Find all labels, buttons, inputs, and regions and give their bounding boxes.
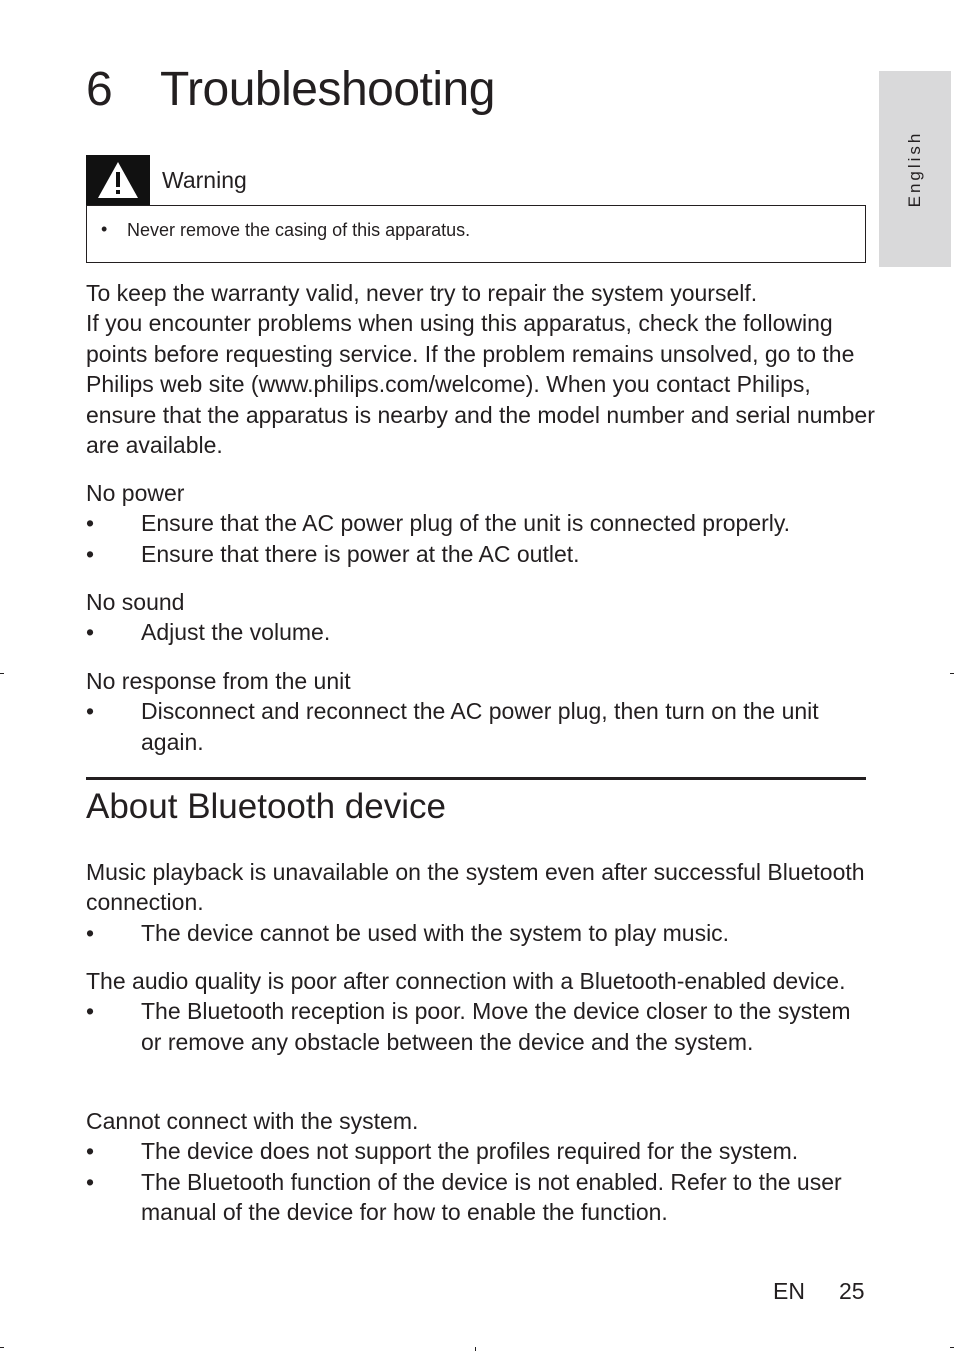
warning-body bbox=[86, 205, 866, 263]
page-number: 25 bbox=[839, 1278, 865, 1304]
footer-language-code: EN bbox=[773, 1278, 805, 1304]
crop-mark bbox=[475, 1347, 476, 1351]
chapter-title: Troubleshooting bbox=[160, 63, 495, 116]
list-item-text: The device cannot be used with the system to play music. bbox=[141, 919, 730, 946]
page-title bbox=[86, 60, 495, 120]
bullet-list bbox=[86, 918, 876, 948]
bullet-icon: • bbox=[86, 510, 95, 537]
bullet-icon: • bbox=[86, 698, 95, 725]
bullet-list bbox=[86, 996, 876, 1057]
bullet-icon: • bbox=[86, 998, 95, 1025]
list-item-text: The device does not support the profiles required for the system. bbox=[141, 1138, 799, 1165]
section-heading: No sound bbox=[86, 589, 185, 615]
list-item bbox=[86, 1136, 876, 1166]
bullet-icon: • bbox=[101, 219, 108, 239]
list-item-text: Ensure that there is power at the AC outlet. bbox=[141, 540, 580, 567]
list-item bbox=[86, 617, 876, 647]
bullet-icon: • bbox=[86, 619, 95, 646]
bullet-icon: • bbox=[86, 919, 95, 946]
section-no-power bbox=[86, 478, 876, 569]
section-no-sound bbox=[86, 587, 876, 648]
section-no-response bbox=[86, 666, 876, 757]
chapter-number: 6 bbox=[86, 63, 113, 116]
bullet-list bbox=[86, 1136, 876, 1227]
intro-line-1: To keep the warranty valid, never try to repair the system yourself. bbox=[86, 280, 758, 306]
list-item-text: Adjust the volume. bbox=[141, 619, 331, 646]
crop-mark bbox=[0, 1347, 4, 1348]
section-bt-audio-quality bbox=[86, 966, 876, 1057]
list-item-text: The Bluetooth reception is poor. Move the device closer to the system or remove any obstacle between the device and the system. bbox=[141, 998, 851, 1055]
section-bt-playback bbox=[86, 857, 876, 948]
bullet-icon: • bbox=[86, 1138, 95, 1165]
section-heading: No response from the unit bbox=[86, 668, 351, 694]
list-item-text: The Bluetooth function of the device is not enabled. Refer to the user manual of the device for how to enable the function. bbox=[141, 1168, 842, 1226]
section-heading: The audio quality is poor after connection with a Bluetooth-enabled device. bbox=[86, 968, 846, 994]
list-item bbox=[86, 1167, 876, 1228]
warning-title: Warning bbox=[162, 167, 247, 193]
list-item-text: Ensure that the AC power plug of the unit is connected properly. bbox=[141, 510, 791, 537]
intro-line-2: If you encounter problems when using this apparatus, check the following points before requesting service. If the problem remains unsolved, go to the Philips web site (www.philips.com/welcome). When you contact Philips, ensure that the apparatus is nearby and the model number and serial number are available. bbox=[86, 310, 875, 459]
crop-mark bbox=[950, 673, 954, 674]
list-item bbox=[86, 996, 876, 1057]
bullet-icon: • bbox=[86, 1168, 95, 1195]
language-tab-label: English bbox=[905, 130, 924, 208]
list-item bbox=[86, 539, 876, 569]
section-heading: Music playback is unavailable on the system even after successful Bluetooth connection. bbox=[86, 859, 865, 916]
section-divider bbox=[86, 777, 866, 780]
warning-icon-block bbox=[86, 155, 150, 205]
section-heading: Cannot connect with the system. bbox=[86, 1108, 419, 1134]
bullet-list bbox=[86, 508, 876, 569]
warning-triangle-icon bbox=[97, 161, 139, 199]
bullet-icon: • bbox=[86, 540, 95, 567]
bullet-list bbox=[86, 617, 876, 647]
intro-paragraph bbox=[86, 278, 876, 460]
crop-mark bbox=[950, 1347, 954, 1348]
list-item bbox=[86, 918, 876, 948]
list-item bbox=[86, 508, 876, 538]
bullet-list bbox=[86, 696, 876, 757]
section-heading: No power bbox=[86, 480, 185, 506]
list-item-text: Disconnect and reconnect the AC power plug, then turn on the unit again. bbox=[141, 698, 819, 755]
crop-mark bbox=[0, 673, 4, 674]
section-bt-cannot-connect bbox=[86, 1106, 876, 1228]
language-tab bbox=[879, 71, 951, 267]
bluetooth-section-title: About Bluetooth device bbox=[86, 787, 446, 826]
warning-box bbox=[86, 155, 866, 263]
list-item bbox=[86, 696, 876, 757]
warning-text: Never remove the casing of this apparatus. bbox=[127, 220, 471, 240]
